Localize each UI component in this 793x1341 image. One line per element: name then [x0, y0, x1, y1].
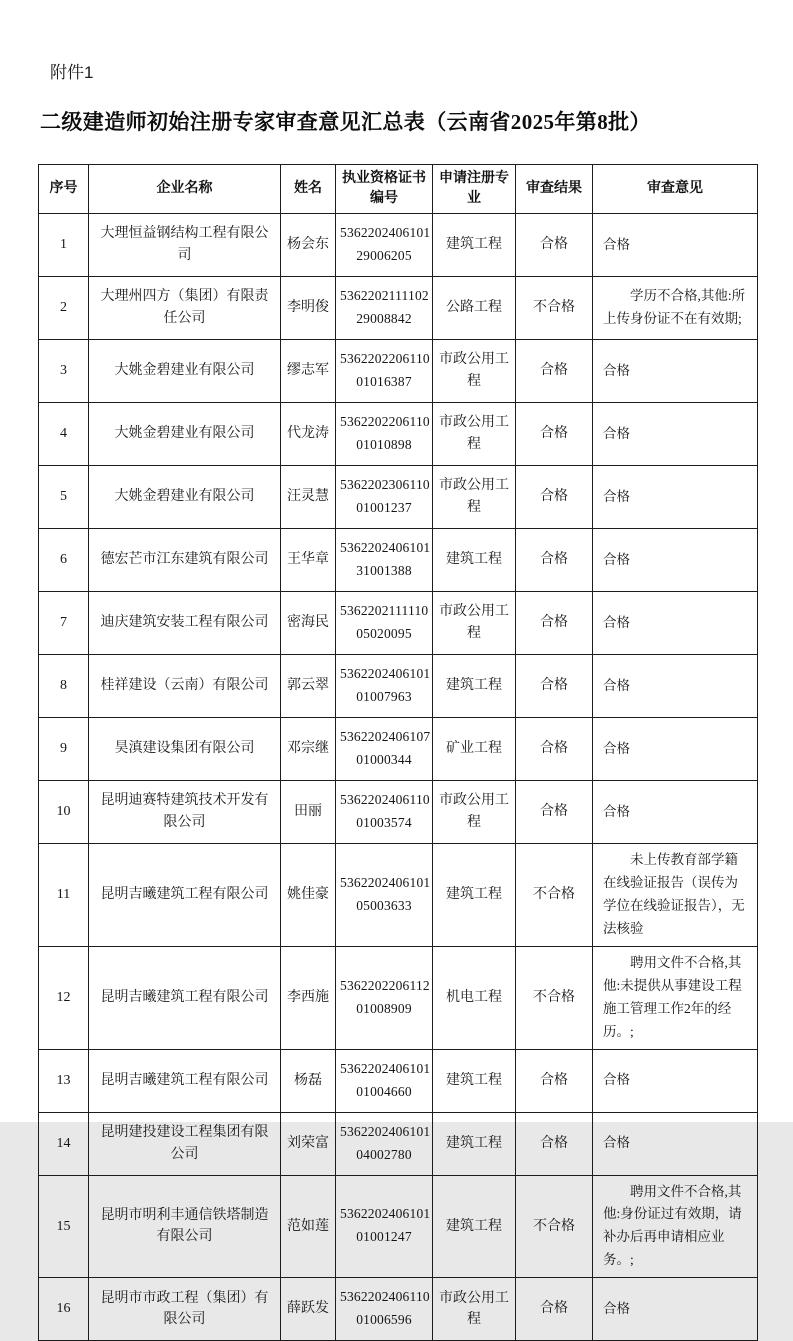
- cell-result: 合格: [516, 340, 593, 403]
- cert-line-2: 05020095: [356, 626, 412, 641]
- cert-line-2: 01000344: [356, 752, 412, 767]
- header-name: 姓名: [281, 165, 336, 214]
- cell-cert: [336, 781, 433, 844]
- table-row: [39, 1112, 758, 1175]
- cell-name: 密海民: [281, 592, 336, 655]
- table-row: [39, 529, 758, 592]
- cell-company: 昆明吉曦建筑工程有限公司: [89, 946, 281, 1049]
- cell-specialty: 建筑工程: [433, 214, 516, 277]
- cell-specialty: 建筑工程: [433, 1049, 516, 1112]
- table-row: [39, 592, 758, 655]
- header-opinion: 审查意见: [593, 165, 758, 214]
- cell-company: 昆明吉曦建筑工程有限公司: [89, 1049, 281, 1112]
- cell-no: 15: [39, 1175, 89, 1278]
- cell-opinion: 聘用文件不合格,其他:身份证过有效期，请补办后再申请相应业务。;: [593, 1175, 758, 1278]
- cell-no: 13: [39, 1049, 89, 1112]
- cell-specialty: 建筑工程: [433, 1112, 516, 1175]
- cell-no: 4: [39, 403, 89, 466]
- cell-specialty: 市政公用工程: [433, 592, 516, 655]
- cell-company: 大姚金碧建业有限公司: [89, 340, 281, 403]
- cell-opinion: 合格: [593, 340, 758, 403]
- cert-line-1: 5362202111110: [340, 603, 429, 619]
- cell-name: 薛跃发: [281, 1278, 336, 1341]
- cell-name: 姚佳豪: [281, 844, 336, 947]
- cell-cert: [336, 214, 433, 277]
- table-row: [39, 946, 758, 1049]
- cell-company: 昆明市市政工程（集团）有限公司: [89, 1278, 281, 1341]
- cert-line-2: 01001237: [356, 500, 412, 515]
- cell-result: 合格: [516, 1278, 593, 1341]
- cert-line-1: 5362202206110: [340, 414, 430, 430]
- cert-line-2: 04002780: [356, 1146, 412, 1162]
- cell-name: 汪灵慧: [281, 466, 336, 529]
- cell-cert: [336, 592, 433, 655]
- cell-result: 不合格: [516, 277, 593, 340]
- cell-specialty: 建筑工程: [433, 1175, 516, 1278]
- table-row: [39, 655, 758, 718]
- cell-result: 合格: [516, 718, 593, 781]
- cell-opinion: 合格: [593, 718, 758, 781]
- cell-name: 李明俊: [281, 277, 336, 340]
- cell-company: 大理恒益钢结构工程有限公司: [89, 214, 281, 277]
- cell-cert: [336, 718, 433, 781]
- cell-result: 合格: [516, 529, 593, 592]
- cell-opinion: 合格: [593, 403, 758, 466]
- header-row: [39, 165, 758, 214]
- cell-name: 代龙涛: [281, 403, 336, 466]
- cell-company: 大理州四方（集团）有限责任公司: [89, 277, 281, 340]
- cert-line-1: 5362202406101: [340, 540, 431, 556]
- cell-opinion: 合格: [593, 655, 758, 718]
- cell-result: 合格: [516, 214, 593, 277]
- cell-no: 16: [39, 1278, 89, 1341]
- cell-no: 9: [39, 718, 89, 781]
- cell-specialty: 矿业工程: [433, 718, 516, 781]
- cell-no: 5: [39, 466, 89, 529]
- page-title: 二级建造师初始注册专家审查意见汇总表（云南省2025年第8批）: [40, 110, 651, 134]
- cell-no: 10: [39, 781, 89, 844]
- cell-opinion: 合格: [593, 214, 758, 277]
- table-row: [39, 781, 758, 844]
- cell-specialty: 建筑工程: [433, 844, 516, 947]
- table-row: [39, 718, 758, 781]
- cell-name: 范如莲: [281, 1175, 336, 1278]
- cell-cert: [336, 1049, 433, 1112]
- cell-name: 田丽: [281, 781, 336, 844]
- cell-cert: [336, 403, 433, 466]
- cell-cert: [336, 340, 433, 403]
- cell-cert: [336, 946, 433, 1049]
- cell-no: 8: [39, 655, 89, 718]
- cell-no: 14: [39, 1112, 89, 1175]
- cell-no: 11: [39, 844, 89, 947]
- cell-specialty: 市政公用工程: [433, 340, 516, 403]
- cell-cert: [336, 529, 433, 592]
- cell-specialty: 公路工程: [433, 277, 516, 340]
- cell-cert: [336, 1278, 433, 1341]
- cert-line-1: 5362202406107: [340, 729, 431, 745]
- cell-result: 合格: [516, 403, 593, 466]
- header-company: 企业名称: [89, 165, 281, 214]
- cell-name: 缪志军: [281, 340, 336, 403]
- cell-no: 3: [39, 340, 89, 403]
- cert-line-1: 5362202406101: [340, 1060, 431, 1076]
- cert-line-2: 29008842: [356, 311, 412, 326]
- cell-opinion: 学历不合格,其他:所上传身份证不在有效期;: [593, 277, 758, 340]
- cell-company: 桂祥建设（云南）有限公司: [89, 655, 281, 718]
- cell-result: 合格: [516, 1112, 593, 1175]
- cell-specialty: 市政公用工程: [433, 781, 516, 844]
- cell-name: 郭云翠: [281, 655, 336, 718]
- cell-specialty: 市政公用工程: [433, 403, 516, 466]
- cert-line-2: 01008909: [356, 1000, 412, 1016]
- cell-name: 杨会东: [281, 214, 336, 277]
- cell-result: 合格: [516, 466, 593, 529]
- cert-line-2: 01010898: [356, 437, 412, 452]
- cell-no: 12: [39, 946, 89, 1049]
- cell-opinion: 未上传教育部学籍在线验证报告（误传为学位在线验证报告），无法核验: [593, 844, 758, 947]
- cell-cert: [336, 655, 433, 718]
- cell-specialty: 建筑工程: [433, 529, 516, 592]
- cert-line-1: 5362202406101: [340, 666, 431, 682]
- table-row: [39, 1049, 758, 1112]
- header-cert: 执业资格证书编号: [336, 165, 433, 214]
- cert-line-1: 5362202406110: [340, 792, 430, 808]
- table-row: [39, 1175, 758, 1278]
- cell-specialty: 市政公用工程: [433, 466, 516, 529]
- header-specialty: 申请注册专业: [433, 165, 516, 214]
- cert-line-1: 5362202406101: [340, 1123, 431, 1139]
- cell-no: 7: [39, 592, 89, 655]
- cell-opinion: 合格: [593, 1112, 758, 1175]
- cell-opinion: 合格: [593, 781, 758, 844]
- cell-name: 杨磊: [281, 1049, 336, 1112]
- cell-company: 大姚金碧建业有限公司: [89, 403, 281, 466]
- cell-opinion: 合格: [593, 1049, 758, 1112]
- cell-no: 6: [39, 529, 89, 592]
- cell-no: 2: [39, 277, 89, 340]
- cert-line-2: 31001388: [356, 563, 412, 578]
- cert-line-1: 5362202406101: [340, 874, 431, 890]
- cell-name: 邓宗继: [281, 718, 336, 781]
- cell-cert: [336, 1112, 433, 1175]
- table-row: [39, 214, 758, 277]
- cert-line-2: 29006205: [356, 248, 412, 263]
- cert-line-1: 5362202406110: [340, 1289, 430, 1305]
- table-body: [39, 214, 758, 1341]
- cell-cert: [336, 277, 433, 340]
- cell-no: 1: [39, 214, 89, 277]
- cell-company: 大姚金碧建业有限公司: [89, 466, 281, 529]
- cert-line-1: 5362202206110: [340, 351, 430, 367]
- cell-result: 合格: [516, 781, 593, 844]
- cert-line-2: 01016387: [356, 374, 412, 389]
- cell-name: 王华章: [281, 529, 336, 592]
- cell-result: 合格: [516, 655, 593, 718]
- cert-line-1: 5362202406101: [340, 225, 431, 241]
- cert-line-2: 01004660: [356, 1083, 412, 1099]
- cell-result: 不合格: [516, 1175, 593, 1278]
- cell-company: 德宏芒市江东建筑有限公司: [89, 529, 281, 592]
- cell-name: 李西施: [281, 946, 336, 1049]
- cell-cert: [336, 466, 433, 529]
- cell-company: 昊滇建设集团有限公司: [89, 718, 281, 781]
- cert-line-1: 5362202306110: [340, 477, 430, 493]
- cert-line-1: 5362202206112: [340, 977, 430, 993]
- cell-result: 不合格: [516, 844, 593, 947]
- cell-cert: [336, 844, 433, 947]
- cell-cert: [336, 1175, 433, 1278]
- cell-name: 刘荣富: [281, 1112, 336, 1175]
- cell-company: 昆明吉曦建筑工程有限公司: [89, 844, 281, 947]
- cert-line-2: 01001247: [356, 1229, 412, 1245]
- table-row: [39, 1278, 758, 1341]
- cell-result: 合格: [516, 1049, 593, 1112]
- table-row: [39, 844, 758, 947]
- cell-opinion: 聘用文件不合格,其他:未提供从事建设工程施工管理工作2年的经历。;: [593, 946, 758, 1049]
- cell-company: 迪庆建筑安装工程有限公司: [89, 592, 281, 655]
- cell-specialty: 市政公用工程: [433, 1278, 516, 1341]
- table-row: [39, 403, 758, 466]
- cell-opinion: 合格: [593, 466, 758, 529]
- cert-line-2: 05003633: [356, 897, 412, 913]
- header-no: 序号: [39, 165, 89, 214]
- cell-company: 昆明市明利丰通信铁塔制造有限公司: [89, 1175, 281, 1278]
- table-row: [39, 277, 758, 340]
- cell-company: 昆明建投建设工程集团有限公司: [89, 1112, 281, 1175]
- cell-opinion: 合格: [593, 1278, 758, 1341]
- cell-result: 不合格: [516, 946, 593, 1049]
- cell-specialty: 建筑工程: [433, 655, 516, 718]
- cell-specialty: 机电工程: [433, 946, 516, 1049]
- cell-opinion: 合格: [593, 592, 758, 655]
- cell-opinion: 合格: [593, 529, 758, 592]
- cell-result: 合格: [516, 592, 593, 655]
- cert-line-2: 01003574: [356, 815, 412, 830]
- cert-line-1: 5362202111102: [340, 288, 429, 304]
- cell-company: 昆明迪赛特建筑技术开发有限公司: [89, 781, 281, 844]
- table-row: [39, 340, 758, 403]
- attachment-label: 附件1: [50, 63, 94, 82]
- header-result: 审查结果: [516, 165, 593, 214]
- cert-line-2: 01006596: [356, 1312, 412, 1328]
- table-header: [39, 165, 758, 214]
- review-table-container: [38, 164, 757, 1341]
- cert-line-2: 01007963: [356, 689, 412, 704]
- table-row: [39, 466, 758, 529]
- review-table: [38, 164, 758, 1341]
- cert-line-1: 5362202406101: [340, 1206, 431, 1222]
